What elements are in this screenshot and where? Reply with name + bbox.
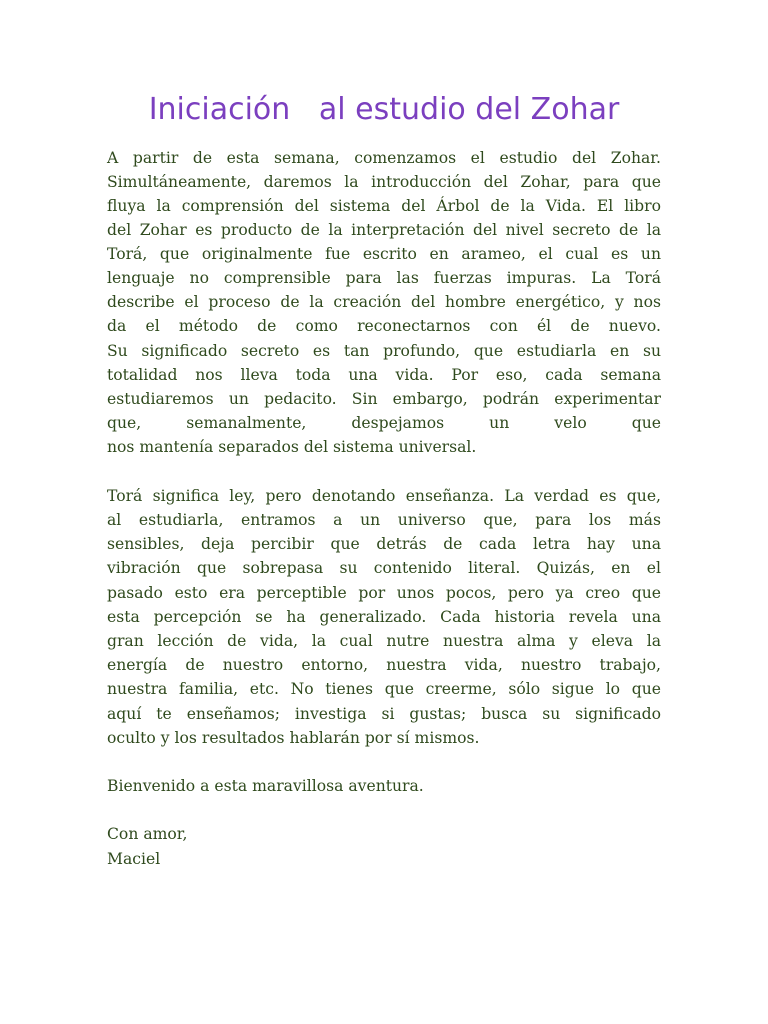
- paragraph-1-line: da el método de como reconectarnos con él de nuevo.: [107, 317, 661, 335]
- paragraph-2-line: vibración que sobrepasa su contenido literal. Quizás, en el: [107, 559, 661, 577]
- paragraph-3: Bienvenido a esta maravillosa aventura.: [107, 777, 424, 795]
- paragraph-1-line: Torá, que originalmente fue escrito en arameo, el cual es un: [107, 245, 661, 263]
- paragraph-1-line: lenguaje no comprensible para las fuerzas impuras. La Torá: [107, 269, 661, 287]
- paragraph-1-line: A partir de esta semana, comenzamos el estudio del Zohar.: [107, 149, 661, 167]
- paragraph-1-line: estudiaremos un pedacito. Sin embargo, podrán experimentar: [107, 390, 661, 408]
- paragraph-1-line: nos mantenía separados del sistema universal.: [107, 438, 477, 456]
- paragraph-1-line: totalidad nos lleva toda una vida. Por eso, cada semana: [107, 366, 661, 384]
- paragraph-2-line: nuestra familia, etc. No tienes que creerme, sólo sigue lo que: [107, 680, 661, 698]
- closing-text: Con amor,: [107, 825, 188, 843]
- paragraph-2-line: sensibles, deja percibir que detrás de cada letra hay una: [107, 535, 661, 553]
- paragraph-2-line: al estudiarla, entramos a un universo que, para los más: [107, 511, 661, 529]
- paragraph-1-line: Simultáneamente, daremos la introducción del Zohar, para que: [107, 173, 661, 191]
- paragraph-1-line: fluya la comprensión del sistema del Árbol de la Vida. El libro: [107, 197, 661, 215]
- paragraph-1-line: describe el proceso de la creación del hombre energético, y nos: [107, 293, 661, 311]
- signature-text: Maciel: [107, 850, 161, 868]
- document-title: Iniciación al estudio del Zohar: [148, 92, 620, 127]
- paragraph-2-line: aquí te enseñamos; investiga si gustas; busca su significado: [107, 705, 661, 723]
- paragraph-2-line: oculto y los resultados hablarán por sí mismos.: [107, 729, 480, 747]
- paragraph-1-line: del Zohar es producto de la interpretación del nivel secreto de la: [107, 221, 661, 239]
- paragraph-1-line: Su significado secreto es tan profundo, que estudiarla en su: [107, 342, 661, 360]
- paragraph-2-line: pasado esto era perceptible por unos pocos, pero ya creo que: [107, 584, 661, 602]
- paragraph-2-line: gran lección de vida, la cual nutre nuestra alma y eleva la: [107, 632, 661, 650]
- paragraph-2-line: esta percepción se ha generalizado. Cada historia revela una: [107, 608, 661, 626]
- paragraph-2-line: Torá significa ley, pero denotando enseñanza. La verdad es que,: [107, 487, 661, 505]
- paragraph-2-line: energía de nuestro entorno, nuestra vida, nuestro trabajo,: [107, 656, 661, 674]
- paragraph-1-line: que, semanalmente, despejamos un velo que: [107, 414, 661, 432]
